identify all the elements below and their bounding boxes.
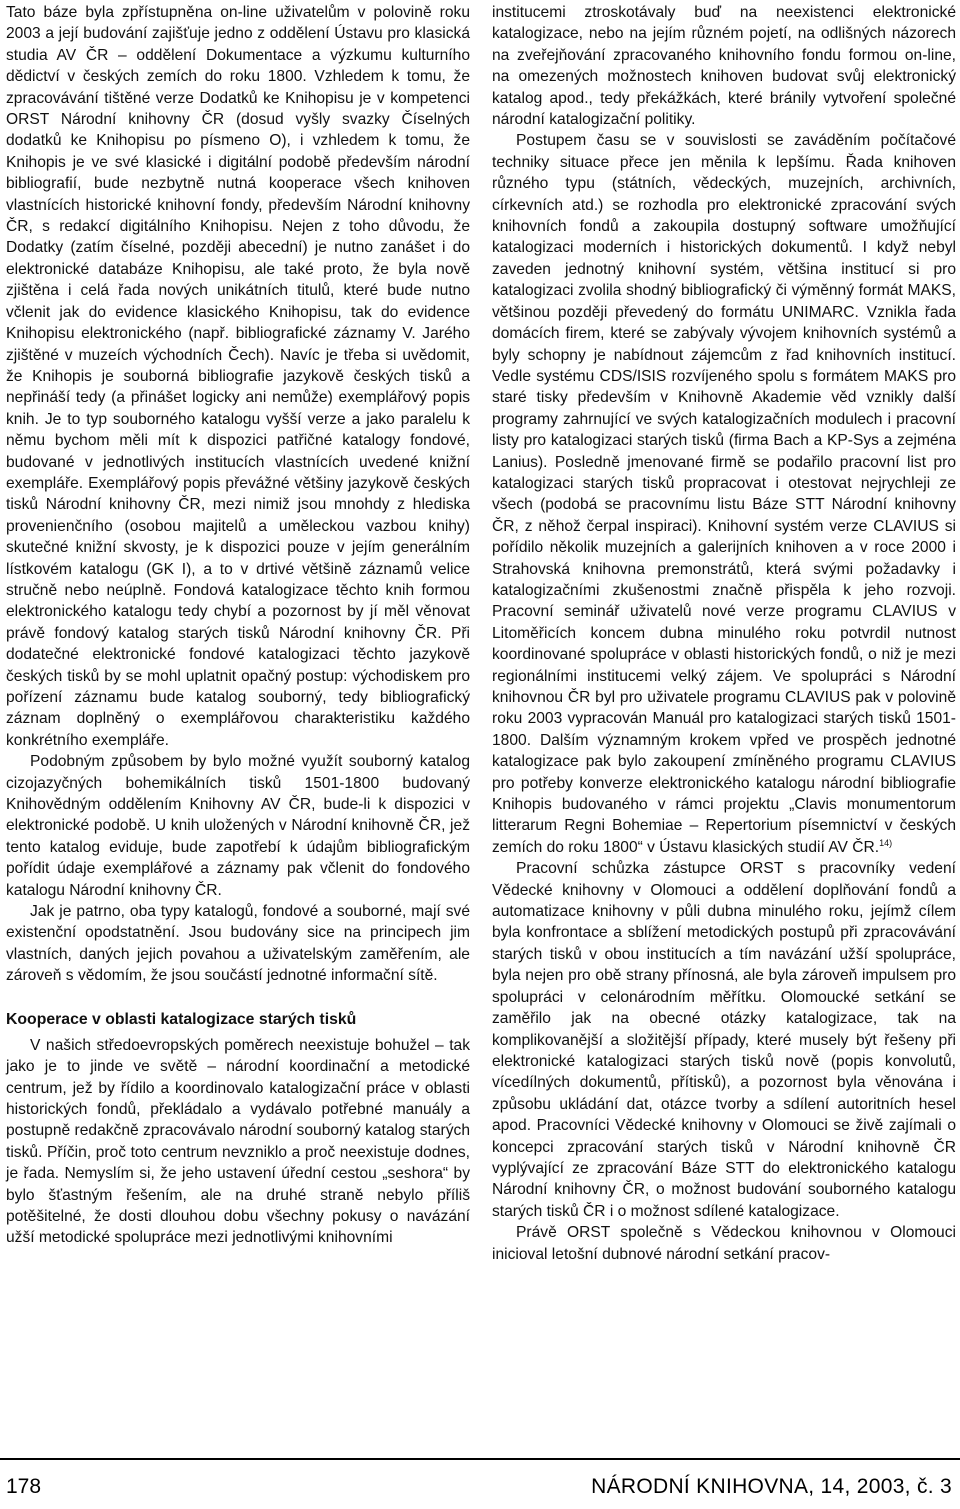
paragraph-text: Postupem času se v souvislosti se zaváděním počítačové techniky situace přece jen měnila k lepšímu. Řada knihoven různého typu (státních, vědeckých, muzejních, archivních, církevních atd.) se rozhodla pro elektronické zpracování svých knihovních fondů a zakoupila dostupný software umožňující katalogizaci moderních i historických dokumentů. I když nebyl zaveden jednotný knihovní systém, většina institucí si pro katalogizaci zvolila shodný bibliografický či výměnný formát MAKS, většinou později převedený do formátu UNIMARC. Vznikla řada domácích firem, které se zabývaly vývojem knihovních systémů a byly schopny je nabídnout zájemcům z řad knihovních institucí. Vedle systému CDS/ISIS rozvíjeného spolu s formátem MAKS pro staré tisky především v Knihovně Akademie věd vznikly další programy zahrnující ve svých katalogizačních modulech i pracovní listy pro katalogizaci starých tisků (firma Bach a KP-Sys a zejména Lanius). Posledně jmenované firmě se podařilo pracovní list pro katalogizaci starých tisků propracovat i otestovat nejrychleji ze všech (podobá se pracovnímu listu Báze STT Národní knihovny ČR, z něhož čerpal inspiraci). Knihovní systém verze CLAVIUS si pořídilo několik muzejních a galerijních knihoven a v roce 2000 i Strahovská knihovna premonstrátů, která svými požadavky i katalogizačními zkušenostmi značně přispěla k jeho rozvoji. Pracovní seminář uživatelů nové verze programu CLAVIUS v Litoměřicích koncem dubna minulého roku potvrdil nutnost koordinované spolupráce v oblasti historických fondů, o niž je mezi regionálními institucemi velký zájem. Ve spolupráci s Národní knihovnou ČR byl pro uživatele programu CLAVIUS pak v polovině roku 2003 vypracován Manuál pro katalogizaci starých tisků 1501-1800. Dalším významným krokem vpřed ve prospěch jednotné katalogizace pak bylo zakoupení zmíněného programu CLAVIUS pro potřeby konverze elektronického katalogu národní bibliografie Knihopis budovaného v rámci projektu „Clavis monumentorum litterarum Regni Bohemiae – Repertorium písemnictví v českých zemích do roku 1800“ v Ústavu klasických studií AV ČR. — [492, 132, 956, 856]
page-number: 178 — [6, 1475, 42, 1498]
journal-running-footer: NÁRODNÍ KNIHOVNA, 14, 2003, č. 3 — [591, 1475, 952, 1498]
footnote-reference: 14) — [879, 837, 893, 848]
section-heading: Kooperace v oblasti katalogizace starých tisků — [6, 1010, 357, 1028]
left-column — [6, 2, 470, 1249]
paragraph: Podobným způsobem by bylo možné využít souborný katalog cizojazyčných bohemikálních tisků 1501-1800 budovaný Knihovědným oddělením Knihovny AV ČR, bude-li k dispozici v elektronické podobě. U knih uložených v Národní knihovně ČR, jež tento katalog eviduje, bude zapotřebí k údajům bibliografickým pořídit údaje exemplářové a záznamy pak včlenit do fondového katalogu Národní knihovny ČR. — [6, 753, 470, 899]
paragraph: Pracovní schůzka zástupce ORST s pracovníky vedení Vědecké knihovny v Olomouci a oddělení doplňování fondů a automatizace knihovny v půli dubna minulého roku, jejímž cílem byla konfrontace a sblížení metodických postupů při zpracovávání starých tisků v obou institucích a tím navázání užší spolupráce, byla nejen pro obě strany přínosná, ale byla zároveň impulsem pro spolupráci v celonárodním měřítku. Olomoucké setkání se zaměřilo jak na obecné otázky katalogizace, tak na komplikovanější a složitější případy, které musely být řešeny při elektronické katalogizaci starých tisků nově (popis konvolutů, vícedílných dokumentů, přítisků), a pozornost byla věnována i způsobu ukládání dat, otázce tvorby a sdílení autoritních hesel apod. Pracovníci Vědecké knihovny v Olomouci se živě zajímali o koncepci zpracování starých tisků v Národní knihovně ČR vyplývající ze zpracování Báze STT do elektronického katalogu Národní knihovny ČR, o možnost budování souborného katalogu starých tisků ČR i o možnost sdílené katalogizace. — [492, 860, 956, 1220]
paragraph: Právě ORST společně s Vědeckou knihovnou v Olomouci inicioval letošní dubnové národní setkání pracov- — [492, 1224, 956, 1263]
paragraph: Tato báze byla zpřístupněna on-line uživatelům v polovině roku 2003 a její budování zajišťuje jedno z oddělení Ústavu pro klasická studia AV ČR – oddělení Dokumentace a výzkumu kulturního dědictví v českých zemích do roku 1800. Vzhledem k tomu, že zpracovávání tištěné verze Dodatků ke Knihopisu je v kompetenci ORST Národní knihovny ČR (dosud vyšly svazky Číselných dodatků ke Knihopisu po písmeno O), i vzhledem k tomu, že Knihopis je ve své klasické i digitální podobě především národní bibliografií, bude nezbytně nutná kooperace všech knihoven vlastnících historické knihovní fondy, především Národní knihovny ČR, s redakcí digitálního Knihopisu. Nejen z toho důvodu, že Dodatky (zatím číselné, později abecední) je nutno zanášet i do elektronické databáze Knihopisu, ale také proto, že byla nově zjištěna i celá řada nových unikátních titulů, které bude nutno včlenit jak do evidence klasického Knihopisu, tak do evidence Knihopisu elektronického (např. bibliografické záznamy V. Jarého zjištěné v muzeích východních Čech). Navíc je třeba si uvědomit, že Knihopis je souborná bibliografie jazykově českých tisků a nepřináší tedy (a přinášet logicky ani nemůže) exemplářový popis knih. Je to typ souborného katalogu vyšší verze a jako paralelu k němu bychom měli mít k dispozici patřičné katalogy fondové, budované v jednotlivých institucích vlastnících uvedené knižní exempláře. Exemplářový popis převážné většiny jazykově českých tisků Národní knihovny ČR, mezi nimiž jsou mnohdy z hlediska provenienčního (osobou majitelů a uměleckou vazbou knihy) skutečné knižní skvosty, je k dispozici pouze v jejím generálním lístkovém katalogu (GK I), a to v drtivé většině záznamů velice stručně nebo neúplně. Fondová katalogizace těchto knih formou elektronického katalogu tedy chybí a pozornost by jí měl věnovat právě fondový katalog starých tisků Národní knihovny ČR. Při dodatečné elektronické fondové katalogizaci těchto jazykově českých tisků by se mohl uplatnit opačný postup: východiskem pro pořízení záznamu bude katalog souborný, tedy bibliografický záznam doplněný o exemplářovou charakteristiku každého konkrétního exempláře. — [6, 4, 470, 749]
right-column — [492, 2, 956, 1265]
paragraph: V našich středoevropských poměrech neexistuje bohužel – tak jako je to jinde ve světě – národní koordinační a metodické centrum, jež by řídilo a koordinovalo katalogizační práce v oblasti historických fondů, překládalo a vydávalo potřebné manuály a postupně redakčně zpracovávalo národní souborný katalog starých tisků. Příčin, proč toto centrum nevzniklo a proč neexistuje dodnes, je řada. Nemyslím si, že jeho ustavení úřední cestou „seshora“ by bylo šťastným řešením, ale na druhé straně nebylo příliš potěšitelné, že dosti dlouhou dobu všechny pokusy o navázání užší metodické spolupráce mezi jednotlivými knihovními — [6, 1036, 470, 1247]
paragraph — [492, 130, 956, 858]
paragraph: institucemi ztroskotávaly buď na neexistenci elektronické katalogizace, nebo na jejím různém pojetí, na odlišných názorech na zveřejňování zpracovaného knihovního fondu formou on-line, na omezených možnostech knihoven budovat svůj elektronický katalog apod., tedy překážkách, které bránily vytvoření společné národní katalogizační politiky. — [492, 4, 956, 129]
footer-rule — [0, 1458, 960, 1460]
paragraph: Jak je patrno, oba typy katalogů, fondové a souborné, mají své existenční opodstatnění. Jsou budovány sice na principech jim vlastních, daných jejich povahou a uživatelským zaměřením, ale zároveň s vědomím, že jsou součástí jednotné informační sítě. — [6, 903, 470, 985]
